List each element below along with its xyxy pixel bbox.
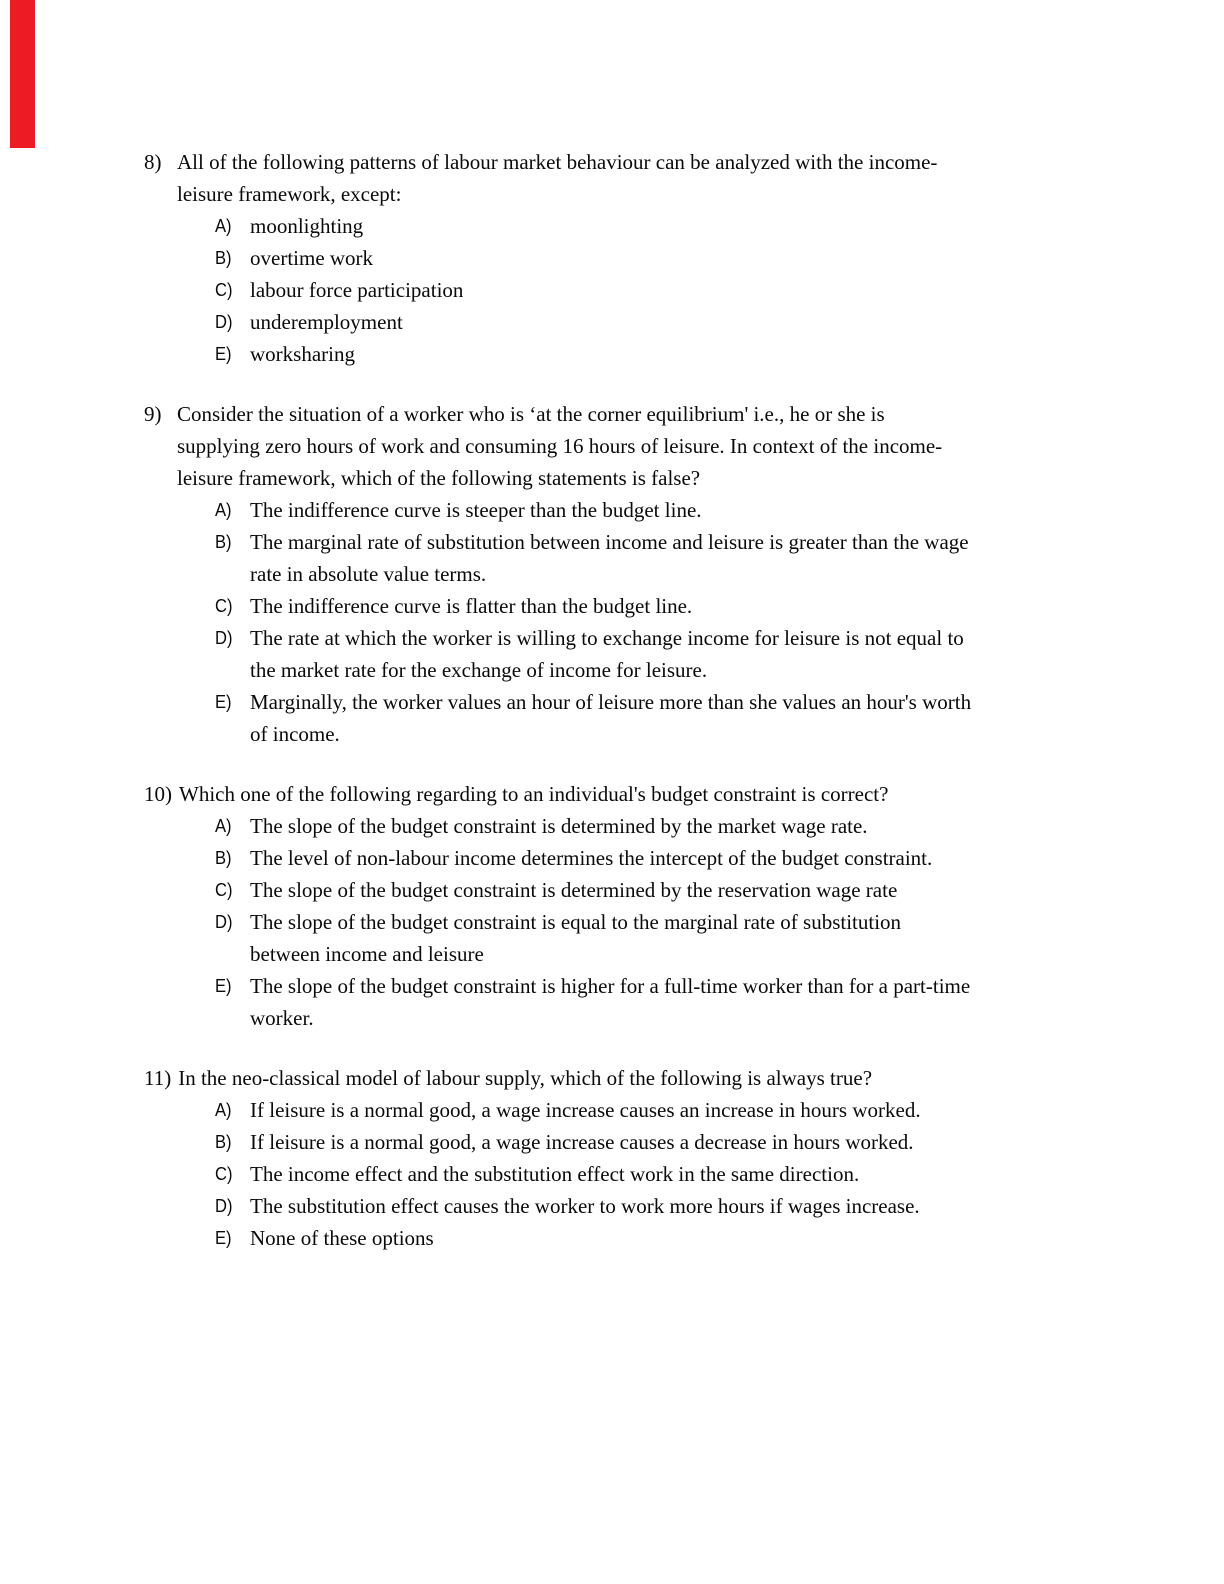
option-text-line: The slope of the budget constraint is determined by the market wage rate.: [250, 814, 868, 838]
option-row: [215, 1094, 1104, 1126]
option-text: [250, 274, 1090, 306]
option-row: [215, 1158, 1104, 1190]
option-row: [215, 1126, 1104, 1158]
option-letter: B): [215, 248, 232, 268]
option-row: [215, 842, 1104, 874]
options-list: [215, 210, 1104, 370]
question-stem-line: leisure framework, except:: [177, 182, 402, 206]
option-text: [250, 494, 1090, 526]
option-text: [250, 338, 1090, 370]
question-stem-text: [177, 398, 1104, 494]
option-row: [215, 526, 1104, 590]
option-letter: A): [215, 500, 232, 520]
option-row: [215, 1222, 1104, 1254]
question-stem-line: Consider the situation of a worker who is ‘at the corner equilibrium' i.e., he or she is: [177, 402, 885, 426]
question-number: 11): [144, 1066, 172, 1090]
option-letter: C): [215, 1164, 233, 1184]
options-list: [215, 1094, 1104, 1254]
question-stem: [144, 778, 1104, 810]
option-text-line: The rate at which the worker is willing to exchange income for leisure is not equal to: [250, 626, 964, 650]
option-text-line: The slope of the budget constraint is determined by the reservation wage rate: [250, 878, 898, 902]
option-text: [250, 1126, 1090, 1158]
option-text-line: The income effect and the substitution effect work in the same direction.: [250, 1162, 860, 1186]
option-text-line: The marginal rate of substitution between income and leisure is greater than the wage: [250, 530, 969, 554]
option-text-line: The slope of the budget constraint is equal to the marginal rate of substitution: [250, 910, 902, 934]
option-row: [215, 970, 1104, 1034]
question-number: 9): [144, 402, 162, 426]
option-text: [250, 906, 1090, 970]
question-stem-text: [177, 146, 1104, 210]
option-letter: E): [215, 344, 232, 364]
option-text-line: The indifference curve is flatter than the budget line.: [250, 594, 693, 618]
option-text-line: moonlighting: [250, 214, 364, 238]
question-stem-line: supplying zero hours of work and consuming 16 hours of leisure. In context of the income-: [177, 434, 943, 458]
option-text: [250, 970, 1090, 1034]
option-row: [215, 622, 1104, 686]
option-letter: E): [215, 1228, 232, 1248]
question-stem: [144, 398, 1104, 494]
option-text-line: rate in absolute value terms.: [250, 562, 487, 586]
option-letter: C): [215, 880, 233, 900]
option-row: [215, 1190, 1104, 1222]
option-text-line: If leisure is a normal good, a wage increase causes an increase in hours worked.: [250, 1098, 921, 1122]
option-text: [250, 622, 1090, 686]
option-letter: E): [215, 976, 232, 996]
option-text: [250, 1094, 1090, 1126]
option-text-line: the market rate for the exchange of income for leisure.: [250, 658, 708, 682]
option-letter: B): [215, 848, 232, 868]
option-text-line: overtime work: [250, 246, 374, 270]
question: [144, 1062, 1104, 1254]
option-row: [215, 874, 1104, 906]
option-row: [215, 338, 1104, 370]
option-letter: E): [215, 692, 232, 712]
option-letter: C): [215, 280, 233, 300]
option-row: [215, 306, 1104, 338]
option-row: [215, 810, 1104, 842]
question-stem-line: Which one of the following regarding to an individual's budget constraint is correct?: [179, 782, 889, 806]
option-text-line: worker.: [250, 1006, 314, 1030]
option-text: [250, 242, 1090, 274]
option-letter: D): [215, 312, 233, 332]
option-text: [250, 210, 1090, 242]
option-text: [250, 1190, 1090, 1222]
question-stem-line: In the neo-classical model of labour supply, which of the following is always true?: [178, 1066, 873, 1090]
option-row: [215, 590, 1104, 622]
option-row: [215, 686, 1104, 750]
option-text-line: worksharing: [250, 342, 355, 366]
option-row: [215, 494, 1104, 526]
option-letter: B): [215, 1132, 232, 1152]
option-row: [215, 210, 1104, 242]
option-row: [215, 274, 1104, 306]
option-text-line: of income.: [250, 722, 340, 746]
option-text-line: labour force participation: [250, 278, 464, 302]
option-text: [250, 1222, 1090, 1254]
question-stem-line: All of the following patterns of labour market behaviour can be analyzed with the income-: [177, 150, 938, 174]
option-text: [250, 306, 1090, 338]
option-row: [215, 242, 1104, 274]
option-letter: D): [215, 912, 233, 932]
option-text: [250, 842, 1090, 874]
option-text: [250, 874, 1090, 906]
option-text-line: If leisure is a normal good, a wage increase causes a decrease in hours worked.: [250, 1130, 914, 1154]
option-text: [250, 1158, 1090, 1190]
option-text-line: The substitution effect causes the worker to work more hours if wages increase.: [250, 1194, 920, 1218]
option-letter: B): [215, 532, 232, 552]
option-text: [250, 590, 1090, 622]
option-text-line: The indifference curve is steeper than the budget line.: [250, 498, 702, 522]
option-row: [215, 906, 1104, 970]
option-letter: D): [215, 628, 233, 648]
option-text-line: Marginally, the worker values an hour of leisure more than she values an hour's worth: [250, 690, 972, 714]
option-text: [250, 686, 1090, 750]
red-margin-marker: [10, 0, 35, 148]
option-letter: C): [215, 596, 233, 616]
option-text-line: The slope of the budget constraint is higher for a full-time worker than for a part-time: [250, 974, 971, 998]
question: [144, 398, 1104, 750]
question-stem-text: [179, 778, 1104, 810]
option-letter: D): [215, 1196, 233, 1216]
options-list: [215, 494, 1104, 750]
option-text-line: between income and leisure: [250, 942, 484, 966]
question: [144, 778, 1104, 1034]
option-text-line: The level of non-labour income determines the intercept of the budget constraint.: [250, 846, 933, 870]
question-number: 10): [144, 782, 172, 806]
option-text-line: underemployment: [250, 310, 403, 334]
option-letter: A): [215, 1100, 232, 1120]
options-list: [215, 810, 1104, 1034]
option-letter: A): [215, 216, 232, 236]
option-letter: A): [215, 816, 232, 836]
option-text: [250, 526, 1090, 590]
questions-list: [144, 146, 1104, 1254]
question-number: 8): [144, 150, 162, 174]
question-stem: [144, 146, 1104, 210]
question: [144, 146, 1104, 370]
question-stem: [144, 1062, 1104, 1094]
question-stem-text: [178, 1062, 1104, 1094]
question-stem-line: leisure framework, which of the following statements is false?: [177, 466, 701, 490]
option-text: [250, 810, 1090, 842]
option-text-line: None of these options: [250, 1226, 434, 1250]
